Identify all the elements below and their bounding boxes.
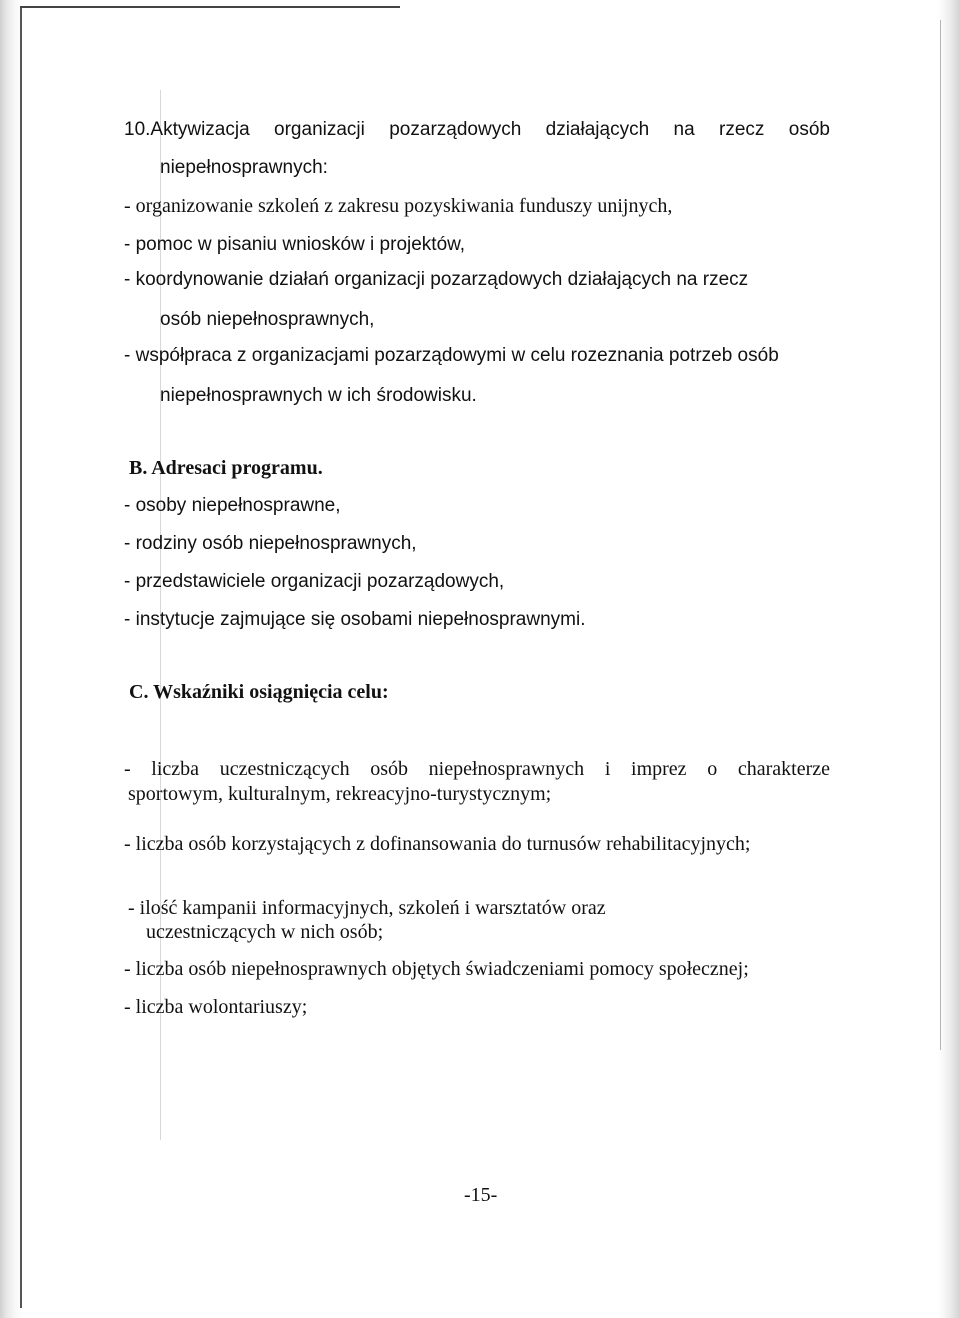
- scan-border-top: [20, 6, 400, 8]
- section-a-item-3-cont: osób niepełnosprawnych,: [160, 309, 375, 330]
- section-c-heading: C. Wskaźniki osiągnięcia celu:: [129, 681, 389, 703]
- section-c-item-3-cont: uczestniczących w nich osób;: [146, 921, 384, 943]
- section-b-heading: B. Adresaci programu.: [129, 457, 323, 479]
- page-number: -15-: [464, 1184, 498, 1206]
- scan-shadow-right: [938, 0, 960, 1318]
- section-c-item-2: - liczba osób korzystających z dofinansowania do turnusów rehabilitacyjnych;: [124, 833, 751, 855]
- section-b-item-3: - przedstawiciele organizacji pozarządowych,: [124, 571, 505, 592]
- section-c-item-5: - liczba wolontariuszy;: [124, 996, 308, 1018]
- section-a-heading-line-1: 10.Aktywizacja organizacji pozarządowych działających na rzecz osób: [124, 119, 830, 140]
- section-a-item-1: - organizowanie szkoleń z zakresu pozyskiwania funduszy unijnych,: [124, 195, 673, 217]
- section-a-item-2: - pomoc w pisaniu wniosków i projektów,: [124, 234, 466, 255]
- section-b-item-2: - rodziny osób niepełnosprawnych,: [124, 533, 417, 554]
- section-a-item-4-cont: niepełnosprawnych w ich środowisku.: [160, 385, 477, 406]
- section-a-item-4: - współpraca z organizacjami pozarządowymi w celu rozeznania potrzeb osób: [124, 345, 779, 366]
- section-a-heading-line-2: niepełnosprawnych:: [160, 157, 328, 178]
- section-a-item-3: - koordynowanie działań organizacji pozarządowych działających na rzecz: [124, 269, 749, 290]
- scan-border-right: [940, 20, 941, 1050]
- section-c-item-3: - ilość kampanii informacyjnych, szkoleń i warsztatów oraz: [128, 897, 606, 919]
- scan-shadow-left: [0, 0, 22, 1318]
- section-b-item-4: - instytucje zajmujące się osobami niepełnosprawnymi.: [124, 609, 586, 630]
- section-b-item-1: - osoby niepełnosprawne,: [124, 495, 341, 516]
- scan-border-left: [20, 8, 22, 1308]
- section-c-item-1-cont: sportowym, kulturalnym, rekreacyjno-turystycznym;: [128, 783, 552, 805]
- section-c-item-1: - liczba uczestniczących osób niepełnosprawnych i imprez o charakterze: [124, 758, 830, 780]
- section-c-item-4: - liczba osób niepełnosprawnych objętych świadczeniami pomocy społecznej;: [124, 958, 749, 980]
